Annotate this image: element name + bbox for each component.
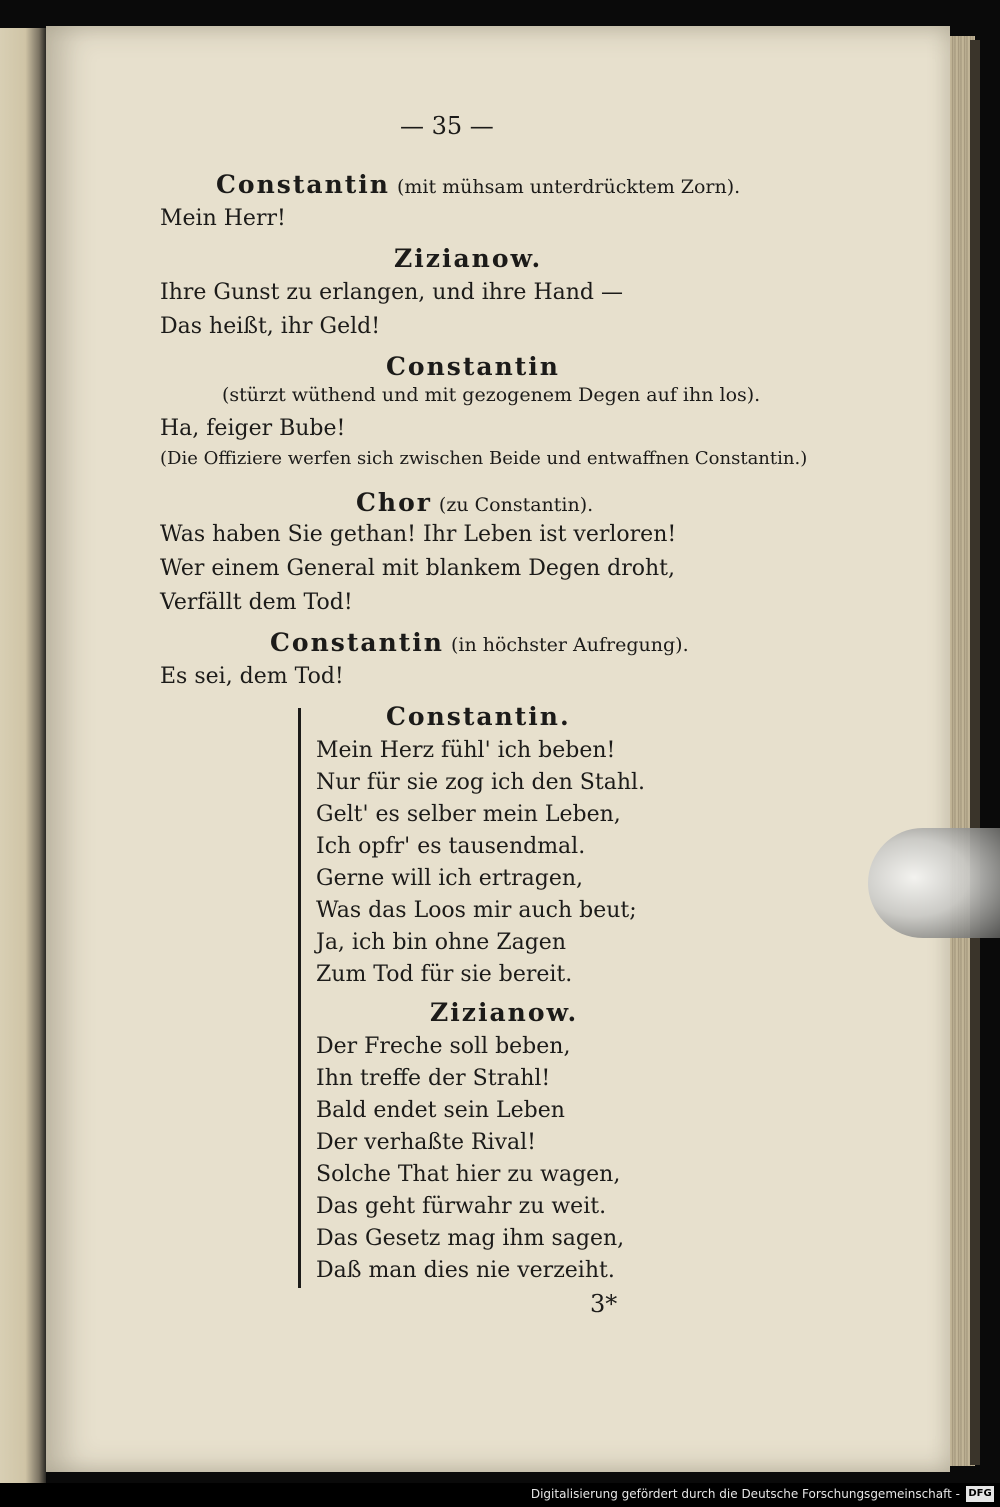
footer-bar xyxy=(0,1483,1000,1507)
speaker-line xyxy=(270,628,689,657)
speaker-line xyxy=(356,488,593,517)
verse-line: Gerne will ich ertragen, xyxy=(316,866,584,891)
stage-direction: (mit mühsam unterdrücktem Zorn). xyxy=(396,176,741,198)
speaker-line xyxy=(216,170,740,199)
footer-credit: Digitalisierung gefördert durch die Deutsche Forschungsgemeinschaft - xyxy=(530,1487,960,1501)
verse-line: Das heißt, ihr Geld! xyxy=(160,314,381,339)
stage-direction: (in höchster Aufregung). xyxy=(450,634,689,656)
verse-line: Wer einem General mit blankem Degen droht, xyxy=(160,556,676,581)
duet-bracket xyxy=(298,708,301,1288)
verse-line: Der verhaßte Rival! xyxy=(316,1130,536,1155)
speaker-name: Constantin xyxy=(386,352,560,381)
verse-line: Daß man dies nie verzeiht. xyxy=(316,1258,615,1283)
verse-line: Mein Herr! xyxy=(160,206,286,231)
verse-line: Verfällt dem Tod! xyxy=(160,590,353,615)
stage-direction: (stürzt wüthend und mit gezogenem Degen auf ihn los). xyxy=(222,384,761,406)
speaker-name: Zizianow. xyxy=(430,998,579,1027)
verse-line: Solche That hier zu wagen, xyxy=(316,1162,621,1187)
verse-line: Gelt' es selber mein Leben, xyxy=(316,802,621,827)
verse-line: Das geht fürwahr zu weit. xyxy=(316,1194,607,1219)
verse-line: Ha, feiger Bube! xyxy=(160,416,346,441)
speaker-name: Constantin xyxy=(270,628,444,657)
speaker-name: Constantin. xyxy=(386,702,571,731)
verse-line: Ja, ich bin ohne Zagen xyxy=(316,930,566,955)
speaker-name: Chor xyxy=(356,488,432,517)
page-clip xyxy=(868,828,1000,938)
verse-line: Ihn treffe der Strahl! xyxy=(316,1066,551,1091)
left-page-edge xyxy=(0,28,46,1490)
page-number: — 35 — xyxy=(400,112,494,140)
verse-line: Ihre Gunst zu erlangen, und ihre Hand — xyxy=(160,280,623,305)
dfg-logo-icon: DFG xyxy=(966,1486,994,1502)
verse-line: Mein Herz fühl' ich beben! xyxy=(316,738,616,763)
stage-direction: (zu Constantin). xyxy=(438,494,594,516)
verse-line: Zum Tod für sie bereit. xyxy=(316,962,573,987)
verse-line: Ich opfr' es tausendmal. xyxy=(316,834,586,859)
speaker-name: Constantin xyxy=(216,170,390,199)
verse-line: Nur für sie zog ich den Stahl. xyxy=(316,770,646,795)
verse-line: Bald endet sein Leben xyxy=(316,1098,565,1123)
stage-direction: (Die Offiziere werfen sich zwischen Beide und entwaffnen Constantin.) xyxy=(160,448,808,469)
book-cover-edge xyxy=(970,40,980,1465)
verse-line: Es sei, dem Tod! xyxy=(160,664,344,689)
verse-line: Was das Loos mir auch beut; xyxy=(316,898,637,923)
verse-line: Was haben Sie gethan! Ihr Leben ist verloren! xyxy=(160,522,677,547)
verse-line: Das Gesetz mag ihm sagen, xyxy=(316,1226,625,1251)
verse-line: Der Freche soll beben, xyxy=(316,1034,571,1059)
speaker-name: Zizianow. xyxy=(394,244,543,273)
signature-mark: 3* xyxy=(590,1290,618,1318)
